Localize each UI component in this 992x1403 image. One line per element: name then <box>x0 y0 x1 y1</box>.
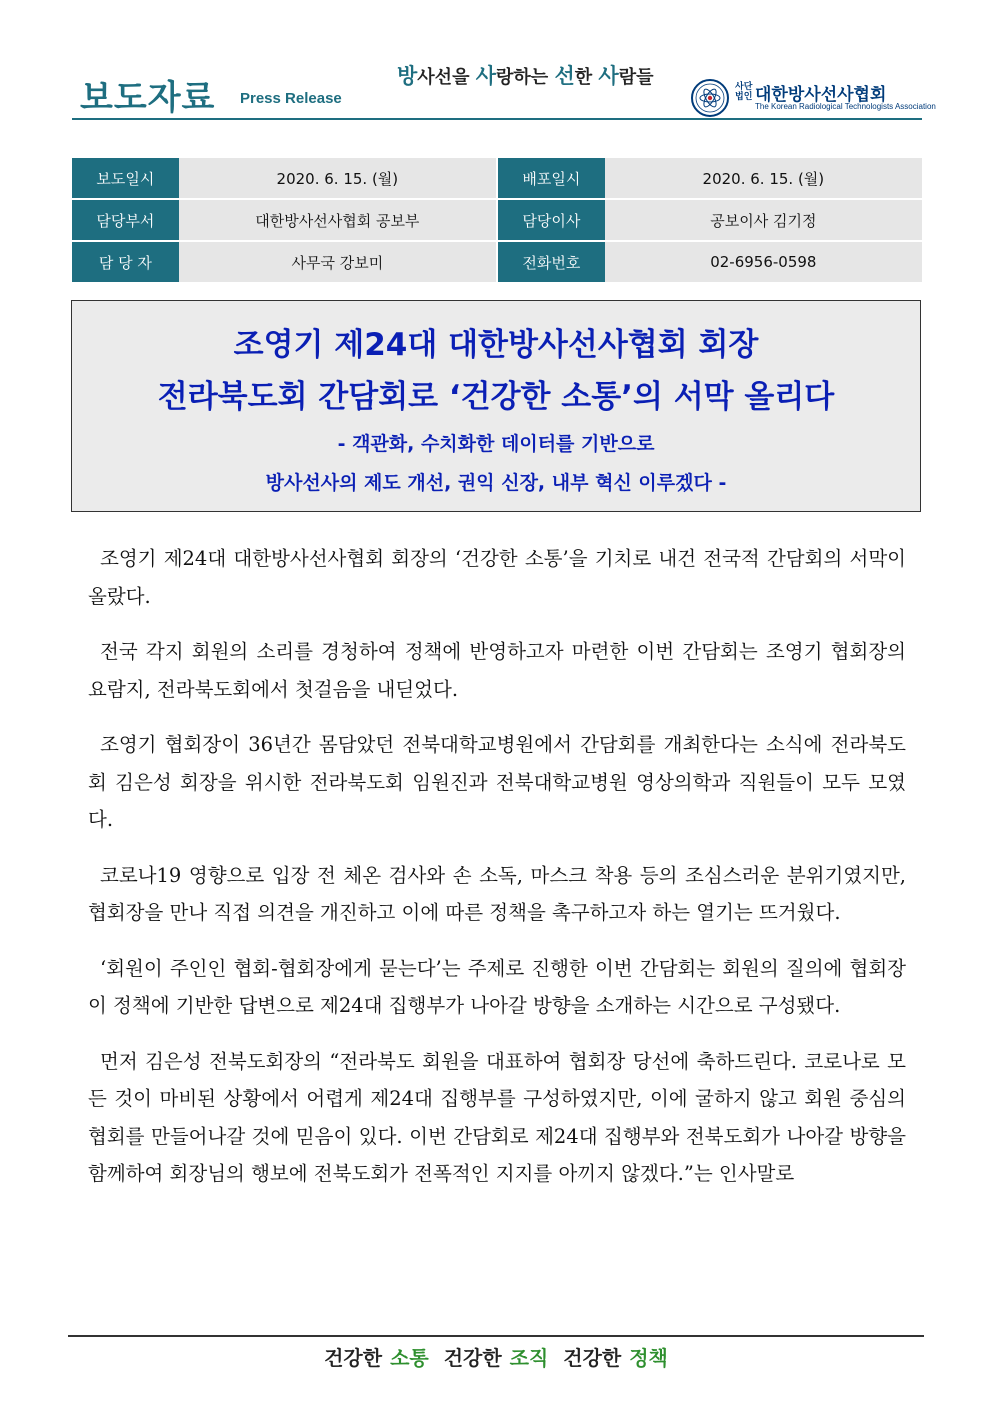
headline-line-1: 조영기 제24대 대한방사선사협회 회장 <box>233 327 759 363</box>
table-row <box>72 242 922 282</box>
paragraph: 먼저 김은성 전북도회장의 “전라북도 회원을 대표하여 협회장 당선에 축하드린다. 코로나로 모든 것이 마비된 상황에서 어렵게 제24대 집행부를 구성하였지만, 이에 굴하지 않고 회원 중심의 협회를 만들어나갈 것에 믿음이 있다. 이번 간담회로 제24대 집행부와 전북도회가 나아갈 방향을 함께하여 회장님의 행보에 전북도회가 전폭적인 지지를 아끼지 않겠다.”는 인사말로 <box>88 1049 906 1185</box>
paragraph: ‘회원이 주인인 협회-협회장에게 묻는다’는 주제로 진행한 이번 간담회는 회원의 질의에 협회장이 정책에 기반한 답변으로 제24대 집행부가 나아갈 방향을 소개하는 시간으로 구성됐다. <box>88 956 906 1017</box>
value-distribution-date: 2020. 6. 15. (월) <box>605 158 922 198</box>
label-department: 담당부서 <box>72 200 179 240</box>
press-release-title: 보도자료 <box>80 78 216 118</box>
slogan-part: 한 <box>574 67 599 88</box>
org-type-label <box>735 82 752 102</box>
footer-word: 건강한 <box>324 1346 383 1370</box>
slogan-part: 선 <box>554 64 575 88</box>
table-row <box>72 200 922 240</box>
slogan-part: 람들 <box>618 67 654 88</box>
label-release-date: 보도일시 <box>72 158 179 198</box>
footer-divider <box>68 1335 924 1337</box>
headline-box <box>71 300 921 512</box>
footer-word: 건강한 <box>563 1346 622 1370</box>
subheadline-line-2: 방사선사의 제도 개선, 권익 신장, 내부 혁신 이루겠다 - <box>265 472 727 494</box>
footer-word: 조직 <box>509 1346 549 1370</box>
footer-slogan <box>0 1342 992 1371</box>
page-header <box>72 40 936 118</box>
slogan-part: 방 <box>397 64 418 88</box>
value-director: 공보이사 김기정 <box>605 200 922 240</box>
org-type-bottom: 법인 <box>735 92 753 102</box>
label-director: 담당이사 <box>498 200 605 240</box>
article-body <box>88 540 906 1211</box>
release-info-table <box>72 156 922 284</box>
label-contact-person: 담 당 자 <box>72 242 179 282</box>
slogan <box>397 60 654 90</box>
slogan-part: 사 <box>598 64 619 88</box>
slogan-part: 사 <box>475 64 497 88</box>
subheadline-line-1: - 객관화, 수치화한 데이터를 기반으로 <box>337 433 655 455</box>
association-seal-icon <box>690 78 730 118</box>
value-contact-person: 사무국 강보미 <box>179 242 496 282</box>
press-release-subtitle: Press Release <box>240 90 342 107</box>
org-name: 대한방사선사협회 <box>755 85 887 105</box>
headline-line-2: 전라북도회 간담회로 ‘건강한 소통’의 서막 올리다 <box>157 379 835 415</box>
footer-word: 건강한 <box>443 1346 502 1370</box>
footer-word: 정책 <box>629 1346 668 1370</box>
label-phone: 전화번호 <box>498 242 605 282</box>
paragraph: 조영기 제24대 대한방사선사협회 회장의 ‘건강한 소통’을 기치로 내건 전국적 간담회의 서막이 올랐다. <box>88 547 906 608</box>
org-type-top: 사단 <box>735 82 753 92</box>
value-phone: 02-6956-0598 <box>605 242 922 282</box>
paragraph: 조영기 협회장이 36년간 몸담았던 전북대학교병원에서 간담회를 개최한다는 소식에 전라북도회 김은성 회장을 위시한 전라북도회 임원진과 전북대학교병원 영상의학과 직원들이 모두 모였다. <box>88 733 906 831</box>
value-department: 대한방사선사협회 공보부 <box>179 200 496 240</box>
header-divider <box>72 118 922 120</box>
paragraph: 코로나19 영향으로 입장 전 체온 검사와 손 소독, 마스크 착용 등의 조심스러운 분위기였지만, 협회장을 만나 직접 의견을 개진하고 이에 따른 정책을 촉구하고자 하는 열기는 뜨거웠다. <box>88 863 906 924</box>
slogan-part: 사선을 <box>417 67 476 88</box>
label-distribution-date: 배포일시 <box>498 158 605 198</box>
table-row <box>72 158 922 198</box>
value-release-date: 2020. 6. 15. (월) <box>179 158 496 198</box>
organization-logo <box>690 78 936 118</box>
slogan-part: 랑하는 <box>496 67 555 88</box>
footer-word: 소통 <box>390 1346 429 1370</box>
paragraph: 전국 각지 회원의 소리를 경청하여 정책에 반영하고자 마련한 이번 간담회는 조영기 협회장의 요람지, 전라북도회에서 첫걸음을 내딛었다. <box>88 640 906 701</box>
org-name-english: The Korean Radiological Technologists Association <box>755 102 936 111</box>
